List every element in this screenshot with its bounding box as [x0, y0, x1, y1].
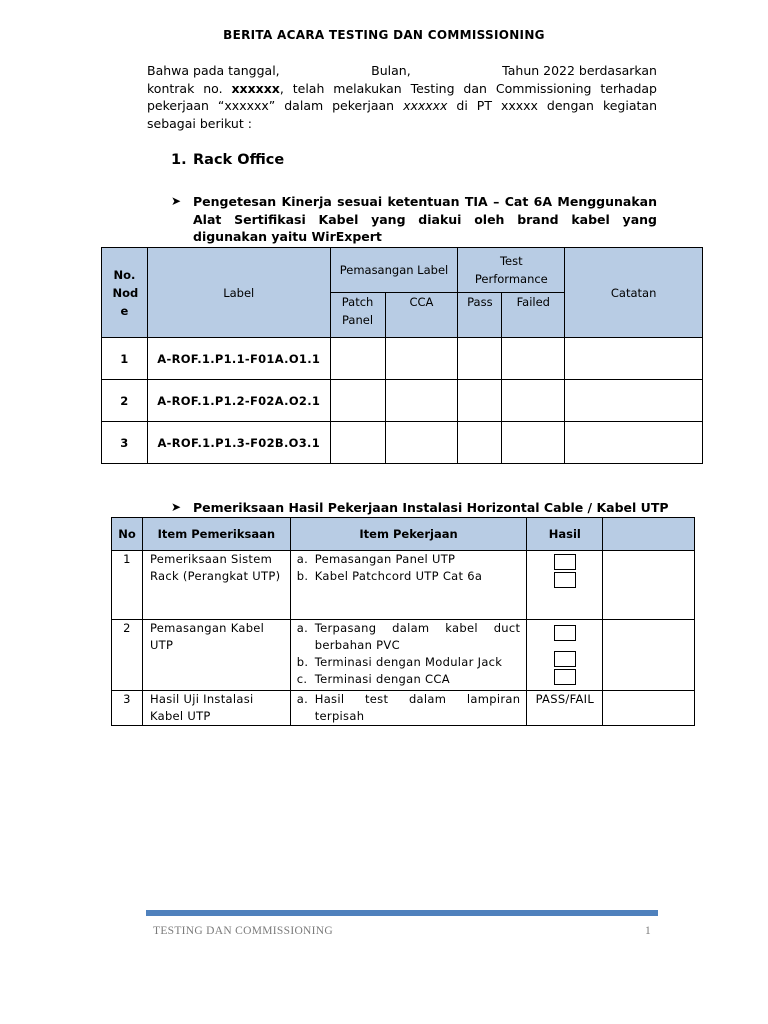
page-number: 1	[645, 925, 651, 937]
header-hasil: Hasil	[527, 518, 603, 551]
list-item: a. Hasil test dalam lampiran terpisah	[296, 692, 521, 723]
intro-contract-label: kontrak no.	[147, 80, 232, 96]
cell-hasil	[527, 620, 603, 691]
list-item: b. Kabel Patchcord UTP Cat 6a	[296, 569, 483, 583]
intro-text-end: di PT xxxxx dengan kegiatan sebagai berikut :	[147, 98, 657, 131]
cell-label: A-ROF.1.P1.1-F01A.O1.1	[147, 338, 330, 380]
table-row	[112, 620, 695, 691]
checkbox[interactable]	[554, 554, 576, 570]
table-row	[112, 551, 695, 620]
checkbox[interactable]	[554, 572, 576, 588]
cell-no: 1	[112, 551, 143, 620]
intro-year: Tahun 2022 berdasarkan	[502, 63, 657, 78]
cell-no: 2	[102, 380, 148, 422]
cell-failed	[502, 338, 565, 380]
cell-patch-panel	[330, 380, 385, 422]
cell-hasil	[527, 551, 603, 620]
header-catatan: Catatan	[565, 248, 703, 338]
table-row	[102, 422, 703, 464]
header-cca: CCA	[385, 293, 458, 338]
bullet-text: Pemeriksaan Hasil Pekerjaan Instalasi Horizontal Cable / Kabel UTP	[193, 500, 669, 515]
header-test-performance: Test Performance	[458, 248, 565, 293]
bullet-pemeriksaan	[171, 499, 669, 517]
cell-failed	[502, 422, 565, 464]
checkbox[interactable]	[554, 651, 576, 667]
cell-cca	[385, 380, 458, 422]
cell-item-pekerjaan	[290, 551, 527, 620]
cell-item-pemeriksaan: Hasil Uji Instalasi Kabel UTP	[142, 691, 290, 726]
header-patch-panel: Patch Panel	[330, 293, 385, 338]
cell-failed	[502, 380, 565, 422]
cell-patch-panel	[330, 338, 385, 380]
footer-title: TESTING DAN COMMISSIONING	[153, 925, 333, 937]
intro-month: Bulan,	[371, 63, 411, 78]
document-title: BERITA ACARA TESTING DAN COMMISSIONING	[223, 28, 545, 42]
bullet-text: Pengetesan Kinerja sesuai ketentuan TIA – Cat 6A Menggunakan Alat Sertifikasi Kabel yang diakui oleh brand kabel yang digunakan yaitu WirExpert	[193, 194, 657, 244]
header-no-node: No. Nod e	[102, 248, 148, 338]
header-item-pemeriksaan: Item Pemeriksaan	[142, 518, 290, 551]
cell-extra	[603, 551, 695, 620]
arrow-bullet-icon: ➤	[171, 194, 182, 208]
cell-catatan	[565, 338, 703, 380]
cell-patch-panel	[330, 422, 385, 464]
bullet-pengetesan	[171, 193, 658, 247]
cell-extra	[603, 691, 695, 726]
cell-pass	[458, 380, 502, 422]
cell-label: A-ROF.1.P1.3-F02B.O3.1	[147, 422, 330, 464]
cell-item-pemeriksaan: Pemeriksaan Sistem Rack (Perangkat UTP)	[142, 551, 290, 620]
table-row	[102, 380, 703, 422]
contract-number: xxxxxx	[231, 80, 280, 96]
list-item: a. Terpasang dalam kabel duct berbahan PVC	[296, 621, 521, 652]
checkbox[interactable]	[554, 669, 576, 685]
header-label: Label	[147, 248, 330, 338]
cell-pass	[458, 338, 502, 380]
cell-cca	[385, 338, 458, 380]
section-heading	[171, 152, 284, 168]
footer-bar	[146, 910, 658, 916]
header-pemasangan-label: Pemasangan Label	[330, 248, 458, 293]
cell-cca	[385, 422, 458, 464]
cell-no: 3	[102, 422, 148, 464]
header-no: No	[112, 518, 143, 551]
arrow-bullet-icon: ➤	[171, 500, 182, 514]
list-item: c. Terminasi dengan CCA	[296, 672, 450, 686]
cell-catatan	[565, 422, 703, 464]
section-number: 1.	[171, 152, 187, 168]
cell-item-pemeriksaan: Pemasangan Kabel UTP	[142, 620, 290, 691]
table-row	[102, 338, 703, 380]
intro-text: , telah melakukan Testing dan Commissioning terhadap pekerjaan “xxxxxx” dalam pekerjaan	[147, 80, 657, 113]
header-empty	[603, 518, 695, 551]
cell-extra	[603, 620, 695, 691]
header-pass: Pass	[458, 293, 502, 338]
cell-item-pekerjaan	[290, 691, 527, 726]
cell-catatan	[565, 380, 703, 422]
cell-no: 3	[112, 691, 143, 726]
cell-label: A-ROF.1.P1.2-F02A.O2.1	[147, 380, 330, 422]
list-item: a. Pemasangan Panel UTP	[296, 552, 456, 566]
header-failed: Failed	[502, 293, 565, 338]
cell-item-pekerjaan	[290, 620, 527, 691]
intro-paragraph	[147, 62, 657, 132]
list-item: b. Terminasi dengan Modular Jack	[296, 655, 503, 669]
cell-no: 2	[112, 620, 143, 691]
table-row	[112, 691, 695, 726]
checkbox[interactable]	[554, 625, 576, 641]
work-name: xxxxxx	[403, 98, 448, 113]
cell-no: 1	[102, 338, 148, 380]
cell-pass	[458, 422, 502, 464]
section-title: Rack Office	[193, 152, 285, 168]
inspection-table	[111, 517, 695, 726]
cell-hasil: PASS/FAIL	[527, 691, 603, 726]
header-item-pekerjaan: Item Pekerjaan	[290, 518, 527, 551]
intro-date: Bahwa pada tanggal,	[147, 63, 280, 78]
test-performance-table	[101, 247, 703, 464]
